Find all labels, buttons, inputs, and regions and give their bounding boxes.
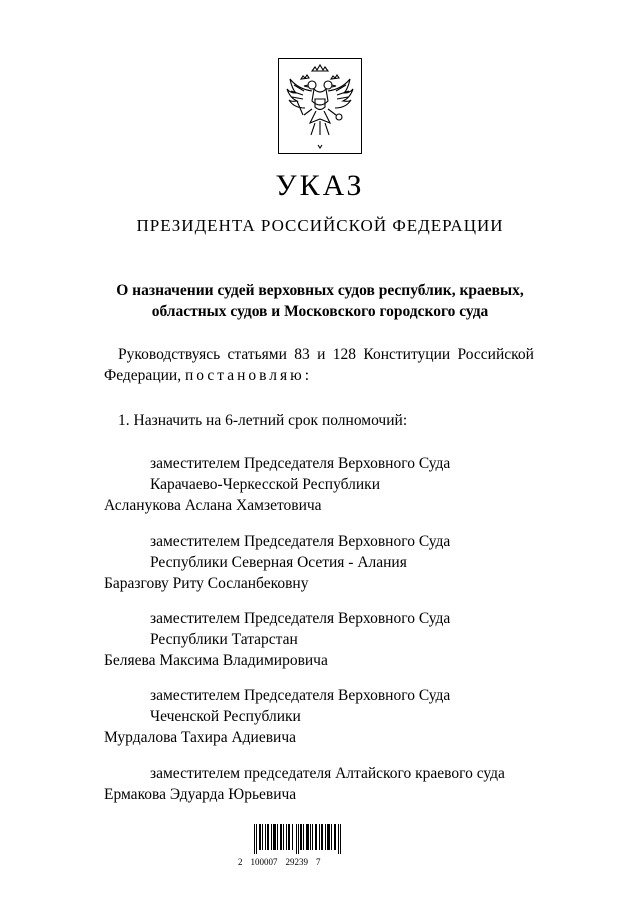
intro-word: 83 [294,346,310,363]
barcode-digit-group: 2 [238,857,243,867]
appointment-name: Беляева Максима Владимировича [104,652,328,669]
appointment-position-line: заместителем Председателя Верховного Суда [150,610,451,627]
decree-heading-line-1: О назначении судей верховных судов республик, краевых, [116,282,524,299]
coat-of-arms-emblem [278,58,362,154]
appointment-3 [104,608,534,671]
intro-word: 128 [332,346,357,363]
appointment-position-line: заместителем Председателя Верховного Суда [150,455,451,472]
appointment-5 [104,763,534,805]
barcode [252,824,344,854]
appointment-position-line: Республики Северная Осетия - Алания [150,554,407,571]
appointment-position-line: заместителем Председателя Верховного Суда [150,533,451,550]
intro-line-2-start: Федерации, [104,367,182,384]
barcode-icon [252,824,344,854]
appointment-name: Баразгову Риту Сосланбековну [104,575,309,592]
decree-heading-line-2: областных судов и Московского городского суда [151,303,489,320]
intro-word: Конституции [363,346,451,363]
intro-line-2 [104,365,534,386]
intro-word: Российской [457,346,534,363]
decree-subtitle: ПРЕЗИДЕНТА РОССИЙСКОЙ ФЕДЕРАЦИИ [136,216,504,235]
barcode-digit-group: 7 [316,857,321,867]
appointment-name: Асланукова Аслана Хамзетовича [104,497,322,514]
item-1: 1. Назначить на 6-летний срок полномочий: [118,412,408,429]
appointment-position-line: Чеченской Республики [150,708,301,725]
decree-heading [0,280,640,322]
appointment-name: Мурдалова Тахира Адиевича [104,729,297,746]
barcode-number [238,857,378,867]
barcode-digit-group: 29239 [285,857,308,867]
barcode-digit-group: 100007 [250,857,278,867]
appointment-position-line: заместителем председателя Алтайского краевого суда [150,765,505,782]
appointment-2 [104,531,534,594]
appointment-4 [104,685,534,748]
coat-of-arms-icon [279,59,361,153]
intro-word: и [317,346,326,363]
intro-word: Руководствуясь [118,346,221,363]
appointment-position-line: Республики Татарстан [150,631,298,648]
appointment-position-line: Карачаево-Черкесской Республики [150,476,380,493]
appointment-position-line: заместителем Председателя Верховного Суда [150,687,451,704]
intro-word: статьями [227,346,287,363]
intro-line-1 [118,344,534,365]
appointment-name: Ермакова Эдуарда Юрьевича [104,786,297,803]
appointment-1 [104,453,534,516]
decree-title: УКАЗ [275,169,365,202]
intro-line-2-decree-word: постановляю: [184,367,313,384]
